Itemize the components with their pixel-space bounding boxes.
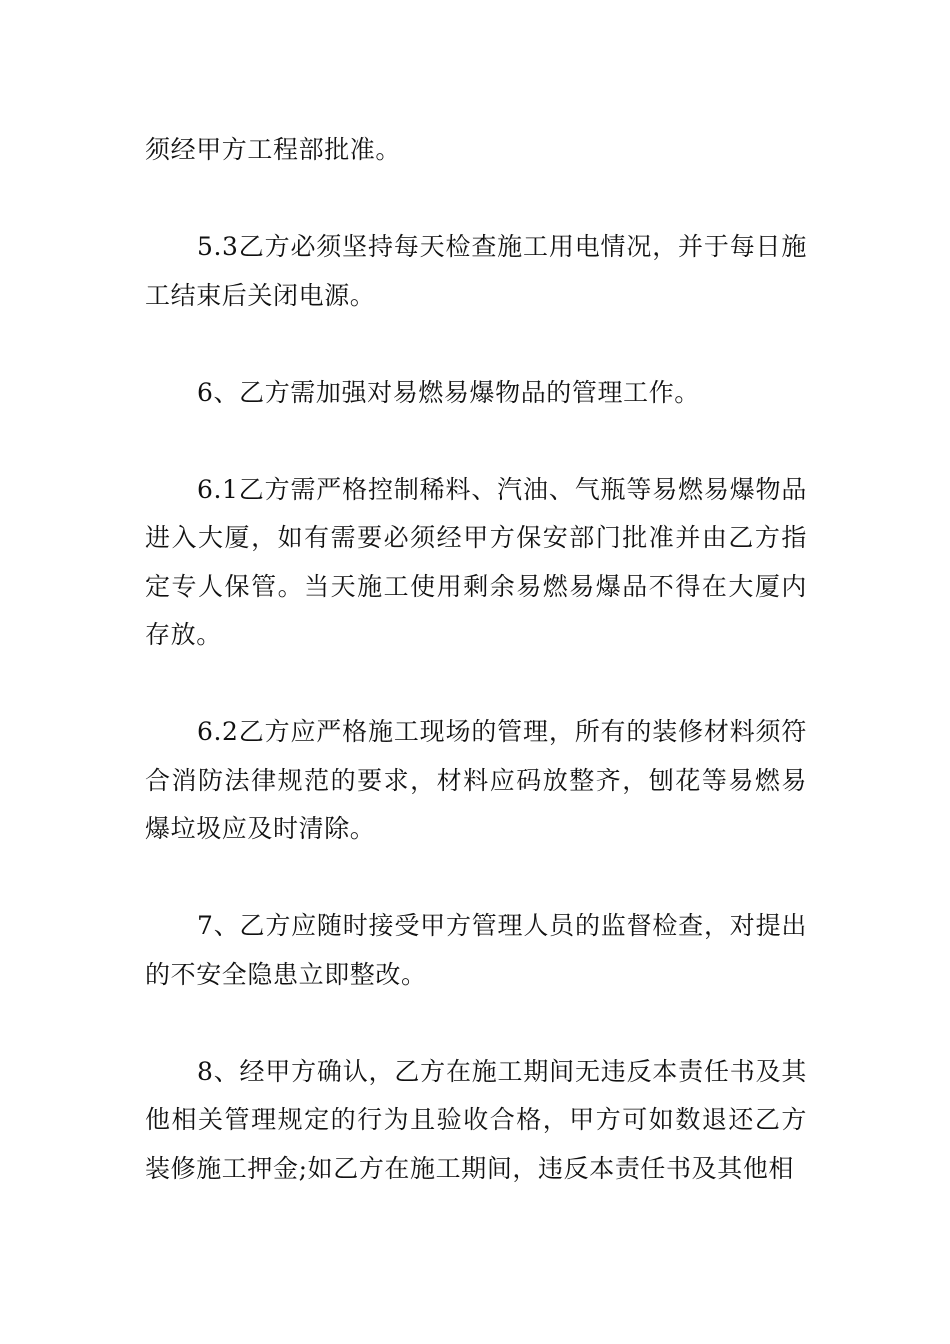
paragraph-6-1: 6.1乙方需严格控制稀料、汽油、气瓶等易燃易爆物品进入大厦，如有需要必须经甲方保安部门批准并由乙方指定专人保管。当天施工使用剩余易燃易爆品不得在大厦内存放。 [145, 474, 807, 649]
paragraph-8: 8、经甲方确认，乙方在施工期间无违反本责任书及其他相关管理规定的行为且验收合格，甲方可如数退还乙方装修施工押金;如乙方在施工期间，违反本责任书及其他相 [145, 1056, 807, 1183]
document-body [145, 126, 807, 1242]
paragraph-5-3: 5.3乙方必须坚持每天检查施工用电情况，并于每日施工结束后关闭电源。 [145, 232, 807, 310]
paragraph-6: 6、乙方需加强对易燃易爆物品的管理工作。 [197, 377, 700, 407]
paragraph-7: 7、乙方应随时接受甲方管理人员的监督检查，对提出的不安全隐患立即整改。 [145, 911, 807, 989]
paragraph-6-2: 6.2乙方应严格施工现场的管理，所有的装修材料须符合消防法律规范的要求，材料应码放整齐，刨花等易燃易爆垃圾应及时清除。 [145, 717, 807, 843]
paragraph-continuation: 须经甲方工程部批准。 [145, 135, 402, 164]
